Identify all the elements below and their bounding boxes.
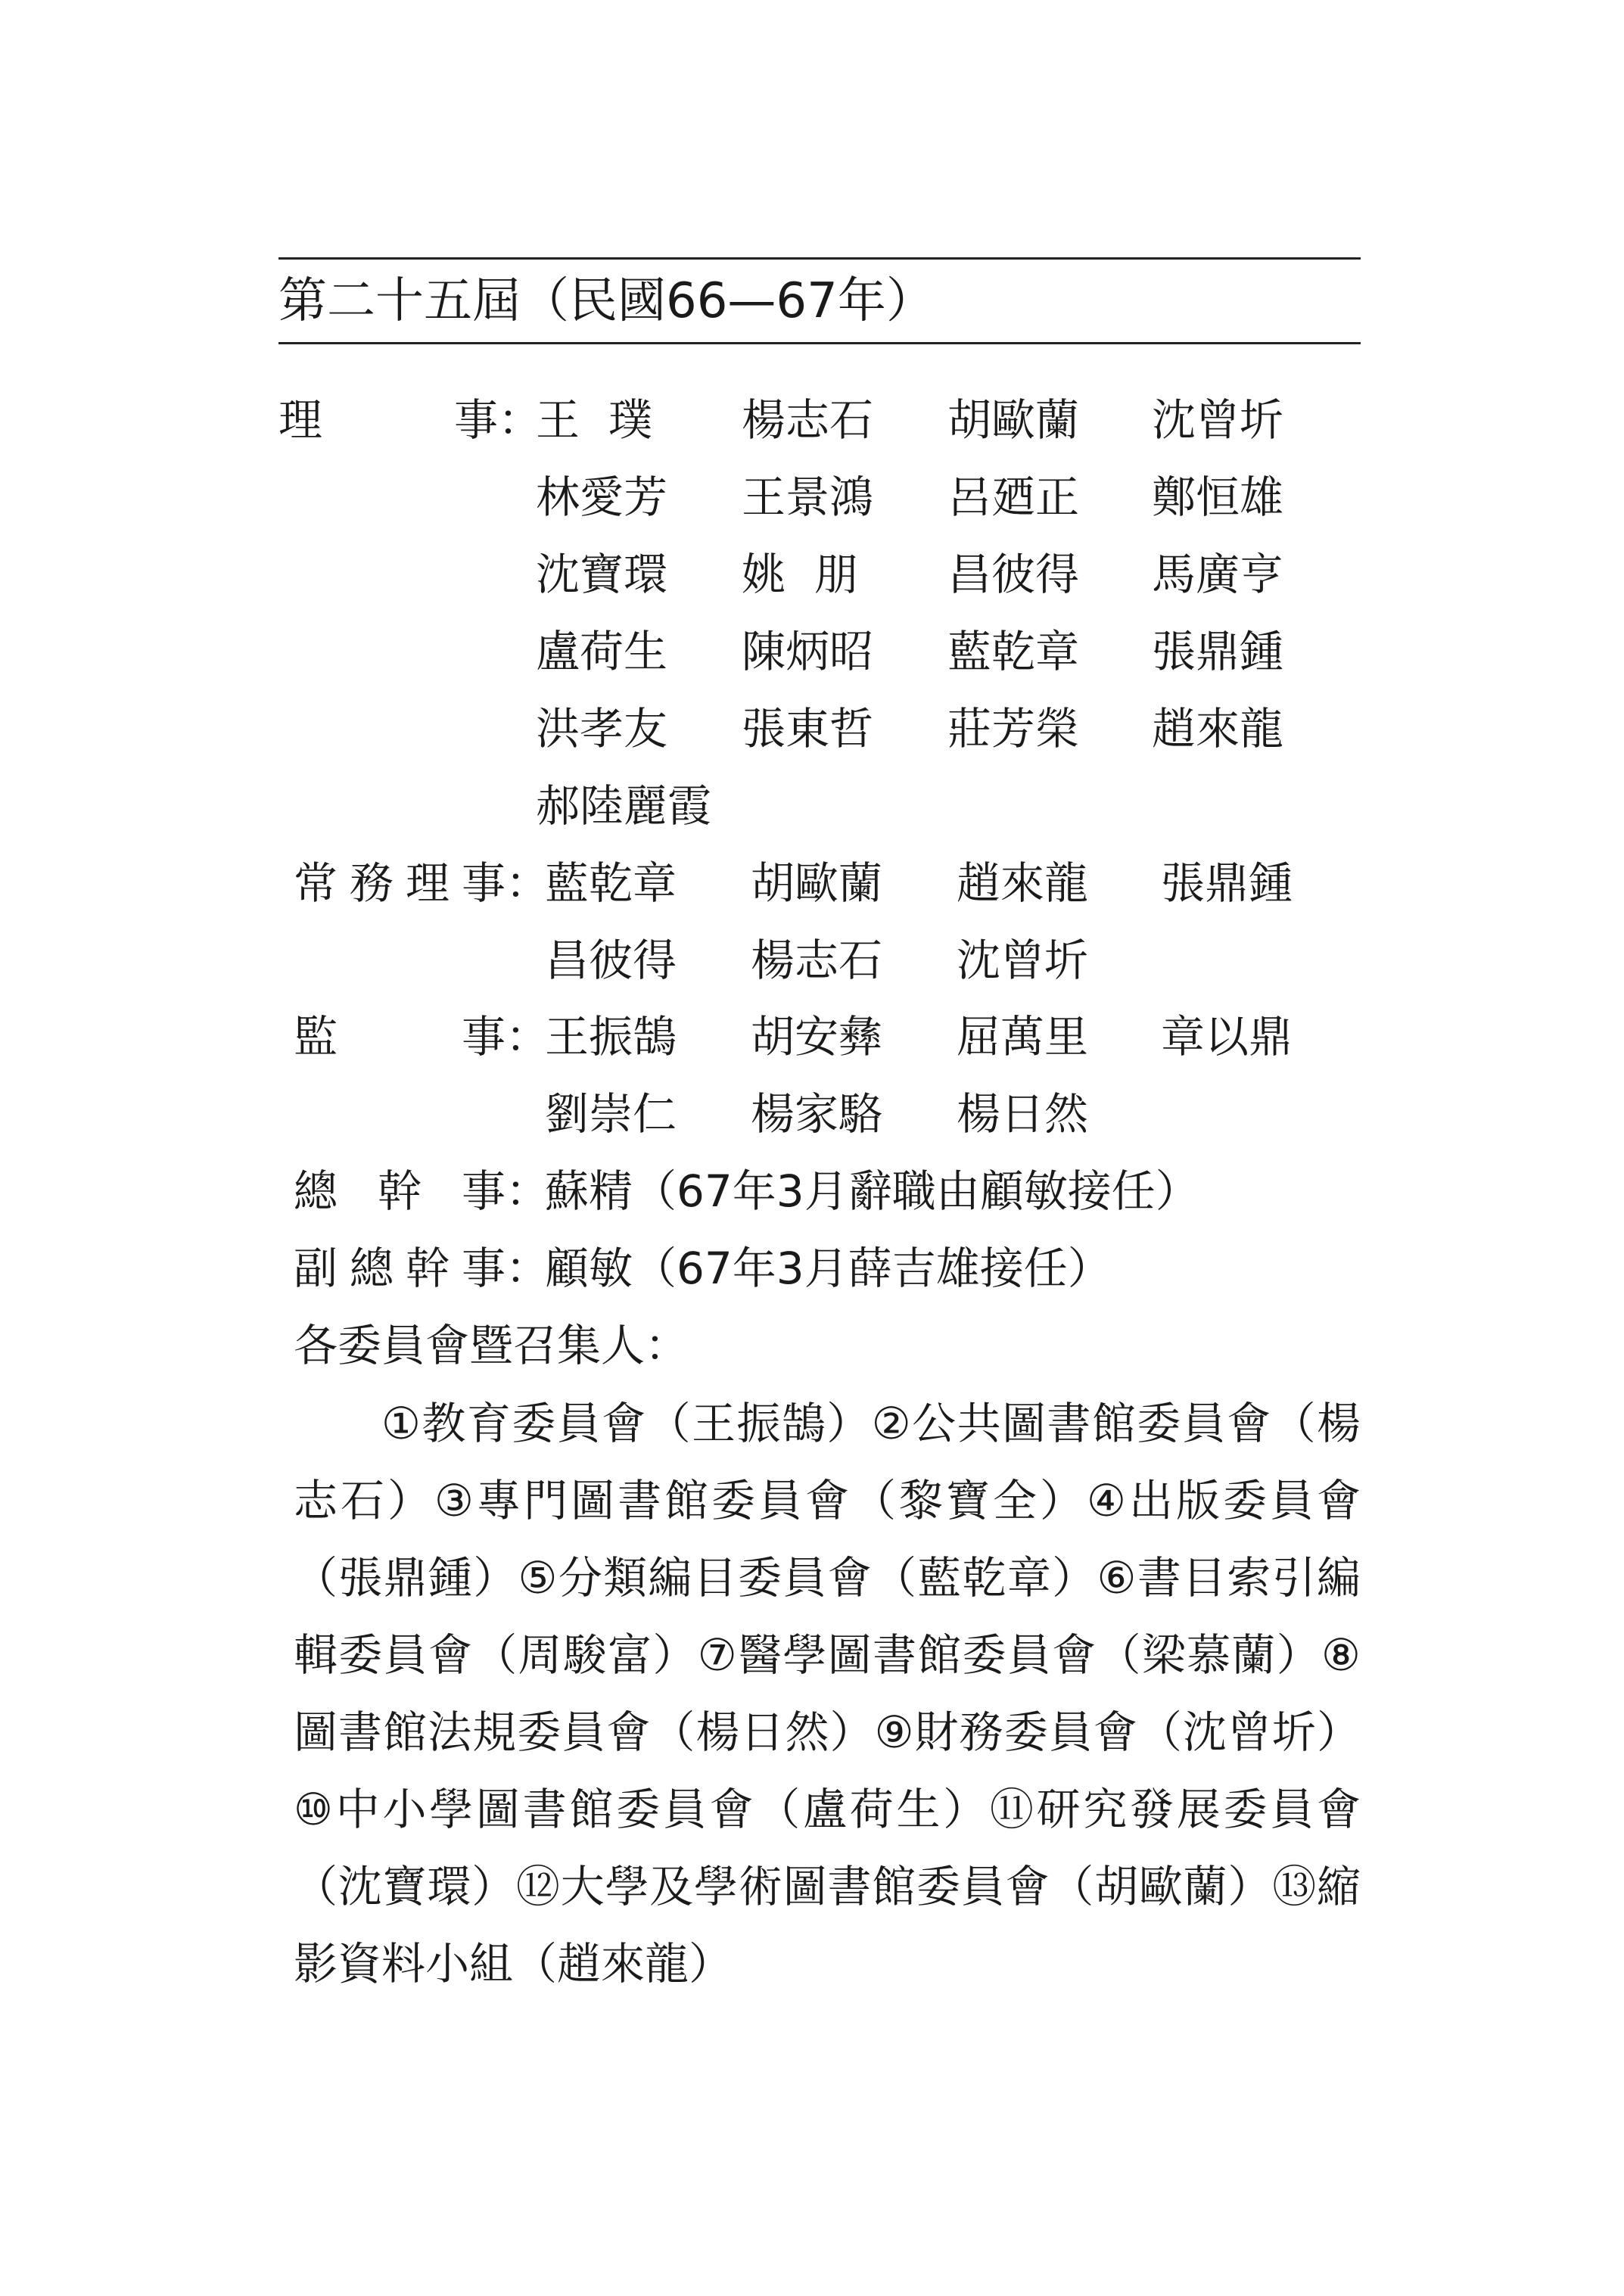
label-char: 事: [461, 857, 506, 909]
deputy-secretary-general-label: [294, 1238, 506, 1299]
deputy-secretary-general-text: 顧敏（67年3月薛吉雄接任）: [545, 1243, 1112, 1294]
page-heading: 第二十五屆（民國66—67年）: [278, 273, 935, 329]
label-colon: ：: [506, 1243, 550, 1294]
label-colon: ：: [498, 394, 543, 446]
label-colon: ：: [506, 1011, 550, 1062]
name: 馬廣亨: [1152, 549, 1284, 600]
label-char: 事: [453, 394, 498, 446]
label-char: 總: [349, 1243, 394, 1294]
name: 王璞: [536, 394, 682, 446]
name: 郝陸麗霞: [536, 780, 712, 832]
heading-rule-bottom: [278, 342, 1361, 344]
name: 林愛芳: [536, 471, 668, 523]
name: 沈曾圻: [957, 935, 1089, 986]
name: 胡安彝: [751, 1011, 883, 1062]
name: 沈曾圻: [1152, 394, 1284, 446]
label-char: 理: [405, 857, 450, 909]
name: 昌彼得: [545, 935, 677, 986]
label-char: 務: [349, 857, 394, 909]
name: 昌彼得: [947, 549, 1080, 600]
name: 鄭恒雄: [1152, 471, 1284, 523]
label-char: 幹: [377, 1165, 422, 1217]
committees-paragraph: ①教育委員會（王振鵠）②公共圖書館委員會（楊志石）③專門圖書館委員會（黎寶全）④出版委員會（張鼎鍾）⑤分類編目委員會（藍乾章）⑥書目索引編輯委員會（周駿富）⑦醫學圖書館委員會（梁慕蘭）⑧圖書館法規委員會（楊日然）⑨財務委員會（沈曾圻）⑩中小學圖書館委員會（盧荷生）⑪研究發展委員會（沈寶環）⑫大學及學術圖書館委員會（胡歐蘭）⑬縮影資料小組（趙來龍）: [294, 1398, 1361, 1990]
name: 胡歐蘭: [751, 857, 883, 909]
supervisors-label: [294, 1006, 506, 1067]
name: 張東哲: [742, 703, 874, 754]
label-char: 事: [461, 1011, 506, 1062]
name: 楊志石: [742, 394, 874, 446]
label-char: 幹: [405, 1243, 450, 1294]
name: 洪孝友: [536, 703, 668, 754]
label-char: 總: [294, 1165, 338, 1217]
committees-heading: 各委員會暨召集人：: [294, 1320, 689, 1371]
name: 張鼎鍾: [1161, 857, 1293, 909]
standing-directors-label: [294, 853, 506, 913]
directors-label: [278, 390, 498, 450]
label-char: 事: [461, 1243, 506, 1294]
name: 藍乾章: [947, 626, 1080, 677]
name: 胡歐蘭: [947, 394, 1080, 446]
name: 楊家駱: [751, 1088, 883, 1140]
name: 楊日然: [957, 1088, 1089, 1140]
name: 趙來龍: [957, 857, 1089, 909]
secretary-general-label: [294, 1161, 506, 1221]
label-char: 理: [278, 394, 323, 446]
name: 藍乾章: [545, 857, 677, 909]
label-char: 副: [294, 1243, 338, 1294]
name: 莊芳榮: [947, 703, 1080, 754]
name: 盧荷生: [536, 626, 668, 677]
label-colon: ：: [506, 857, 550, 909]
name: 趙來龍: [1152, 703, 1284, 754]
name: 王景鴻: [742, 471, 874, 523]
name: 沈寶環: [536, 549, 668, 600]
name: 陳炳昭: [742, 626, 874, 677]
label-char: 事: [461, 1165, 506, 1217]
heading-rule-top: [278, 257, 1361, 260]
name: 王振鵠: [545, 1011, 677, 1062]
name: 屈萬里: [957, 1011, 1089, 1062]
name: 劉崇仁: [545, 1088, 677, 1140]
label-colon: ：: [506, 1165, 550, 1217]
name: 楊志石: [751, 935, 883, 986]
name: 張鼎鍾: [1152, 626, 1284, 677]
name: 章以鼎: [1161, 1011, 1293, 1062]
label-char: 常: [294, 857, 338, 909]
name: 呂廼正: [947, 471, 1080, 523]
name: 姚朋: [742, 549, 888, 600]
label-char: 監: [294, 1011, 338, 1062]
secretary-general-text: 蘇精（67年3月辭職由顧敏接任）: [545, 1165, 1199, 1217]
